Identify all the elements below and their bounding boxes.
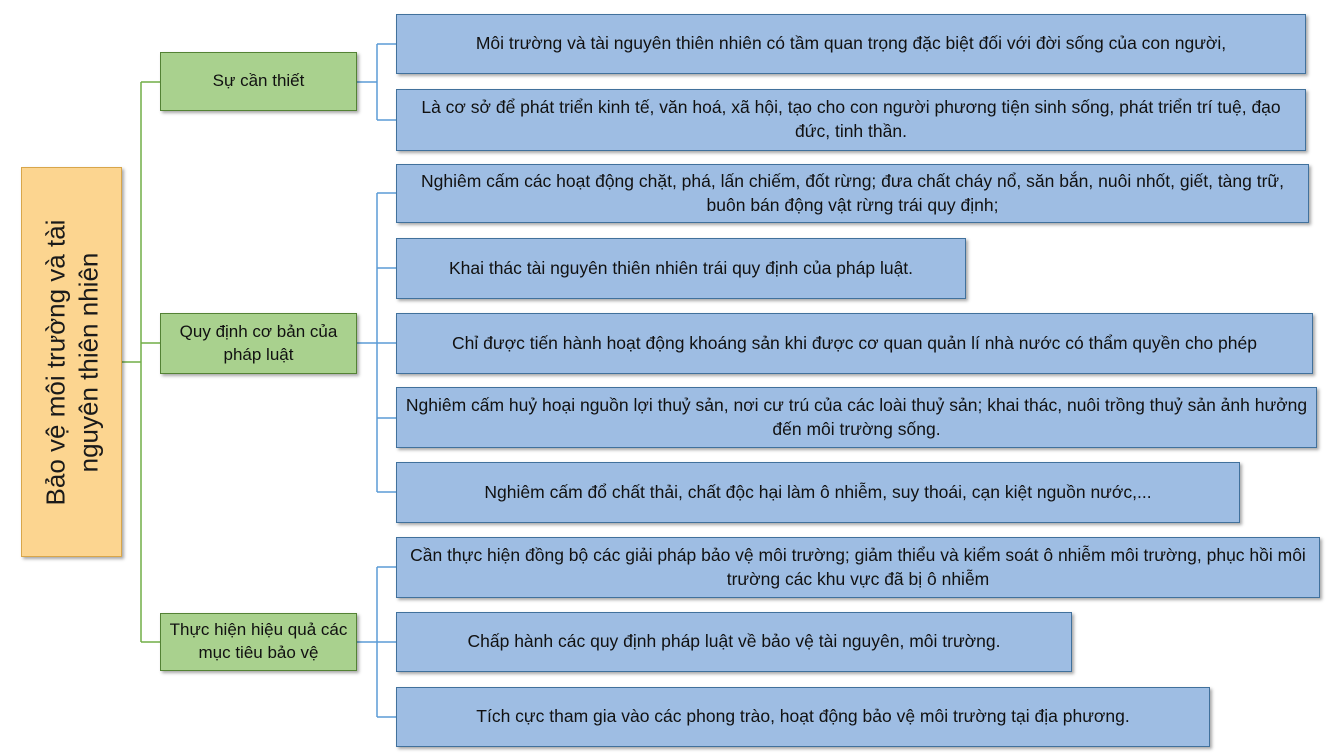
leaf-node — [396, 164, 1309, 223]
root-topic-line-2: nguyên thiên nhiên — [72, 252, 103, 472]
leaf-text: Nghiêm cấm các hoạt động chặt, phá, lấn chiếm, đốt rừng; đưa chất cháy nổ, săn bắn, nuôi nhốt, giết, tàng trữ, buôn bán động vật rừng trái quy định; — [420, 170, 1285, 215]
leaf-node — [396, 14, 1306, 74]
root-topic-line-1: Bảo vệ môi trường và tài — [40, 219, 71, 505]
leaf-text: Cần thực hiện đồng bộ các giải pháp bảo vệ môi trường; giảm thiểu và kiểm soát ô nhiễm môi trường, phục hồi môi trường các khu vực đã bị ô nhiễm — [410, 544, 1306, 589]
leaf-node — [396, 537, 1320, 598]
branch-effective-implementation — [160, 613, 357, 671]
leaf-text: Nghiêm cấm đổ chất thải, chất độc hại làm ô nhiễm, suy thoái, cạn kiệt nguồn nước,... — [484, 481, 1152, 502]
root-topic-label — [39, 219, 104, 505]
leaf-text: Tích cực tham gia vào các phong trào, hoạt động bảo vệ môi trường tại địa phương. — [476, 706, 1130, 727]
branch-label: Thực hiện hiệu quả các mục tiêu bảo vệ — [169, 620, 348, 662]
leaf-node — [396, 687, 1210, 747]
leaf-node — [396, 462, 1240, 523]
leaf-node — [396, 89, 1306, 151]
leaf-node — [396, 313, 1313, 374]
leaf-text: Nghiêm cấm huỷ hoại nguồn lợi thuỷ sản, nơi cư trú của các loài thuỷ sản; khai thác, nuôi trồng thuỷ sản ảnh hưởng đến môi trường sống. — [405, 394, 1308, 439]
leaf-text: Môi trường và tài nguyên thiên nhiên có tầm quan trọng đặc biệt đối với đời sống của con người, — [475, 33, 1227, 54]
leaf-text: Chấp hành các quy định pháp luật về bảo vệ tài nguyên, môi trường. — [467, 631, 1001, 652]
branch-label: Quy định cơ bản của pháp luật — [179, 321, 338, 364]
leaf-text: Khai thác tài nguyên thiên nhiên trái quy định của pháp luật. — [448, 257, 914, 278]
root-topic-box — [21, 167, 122, 557]
branch-legal-regulations — [160, 313, 357, 374]
leaf-node — [396, 612, 1072, 672]
leaf-text: Là cơ sở để phát triển kinh tế, văn hoá, xã hội, tạo cho con người phương tiện sinh sống, phát triển trí tuệ, đạo đức, tinh thần. — [421, 97, 1281, 141]
branch-label: Sự cần thiết — [212, 71, 305, 91]
leaf-node — [396, 387, 1317, 448]
leaf-text: Chỉ được tiến hành hoạt động khoáng sản khi được cơ quan quản lí nhà nước có thẩm quyền cho phép — [452, 332, 1257, 353]
branch-necessity — [160, 52, 357, 111]
leaf-node — [396, 238, 966, 299]
